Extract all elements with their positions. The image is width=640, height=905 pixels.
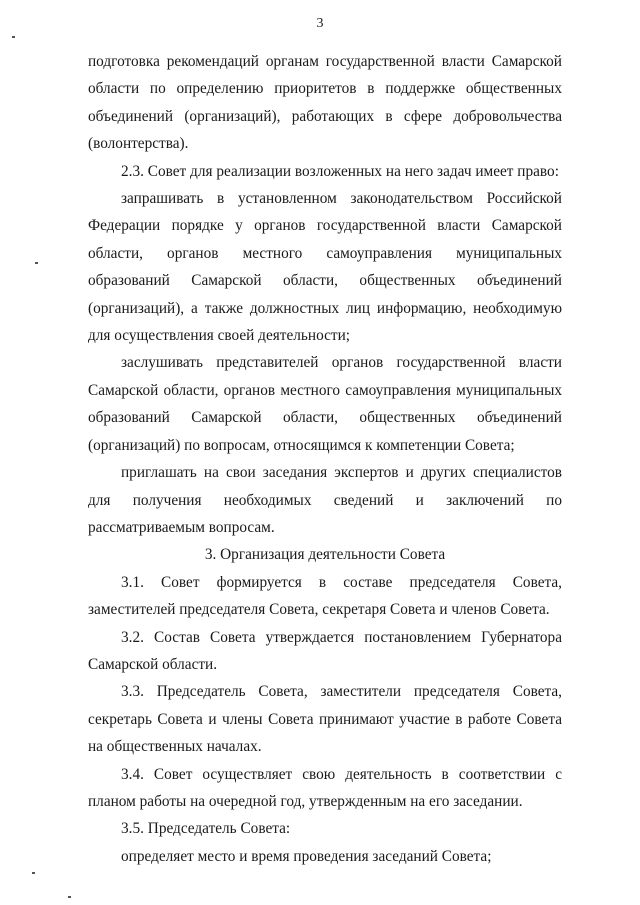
paragraph-3-5: 3.5. Председатель Совета:: [121, 820, 291, 838]
paragraph-define-place-time: определяет место и время проведения заседаний Совета;: [121, 847, 492, 865]
scan-speck: [35, 262, 38, 264]
paragraph-3-2: 3.2. Состав Совета утверждается постановлением Губернатора Самарской области.: [88, 628, 562, 673]
document-body: [88, 48, 562, 870]
paragraph-request-info: запрашивать в установленном законодательством Российской Федерации порядке у органов государственной власти Самарской области, органов местного самоуправления муниципальных образований Самарской области, общественных объединений (организаций), а также должностных лиц информацию, необходимую для осуществления своей деятельности;: [88, 190, 562, 345]
paragraph-recommendations: подготовка рекомендаций органам государственной власти Самарской области по определению приоритетов в поддержке общественных объединений (организаций), работающих в сфере добровольчества (волонтерства).: [88, 53, 562, 153]
paragraph-3-3: 3.3. Председатель Совета, заместители председателя Совета, секретарь Совета и члены Совета принимают участие в работе Совета на общественных началах.: [88, 683, 562, 756]
paragraph-3-4: 3.4. Совет осуществляет свою деятельность в соответствии с планом работы на очередной год, утвержденным на его заседании.: [88, 765, 562, 810]
scan-speck: [32, 872, 35, 874]
scan-speck: [12, 36, 15, 38]
scan-speck: [68, 896, 71, 898]
section-heading: 3. Организация деятельности Совета: [204, 546, 446, 564]
paragraph-hear-representatives: заслушивать представителей органов государственной власти Самарской области, органов местного самоуправления муниципальных образований Самарской области, общественных объединений (организаций) по вопросам, относящимся к компетенции Совета;: [88, 354, 562, 454]
paragraph-2-3: 2.3. Совет для реализации возложенных на него задач имеет право:: [121, 162, 559, 180]
paragraph-invite-experts: приглашать на свои заседания экспертов и других специалистов для получения необходимых сведений и заключений по рассматриваемым вопросам.: [88, 464, 562, 536]
paragraph-3-1: 3.1. Совет формируется в составе председателя Совета, заместителей председателя Совета, секретаря Совета и членов Совета.: [88, 573, 562, 619]
page-number: 3: [316, 16, 324, 31]
